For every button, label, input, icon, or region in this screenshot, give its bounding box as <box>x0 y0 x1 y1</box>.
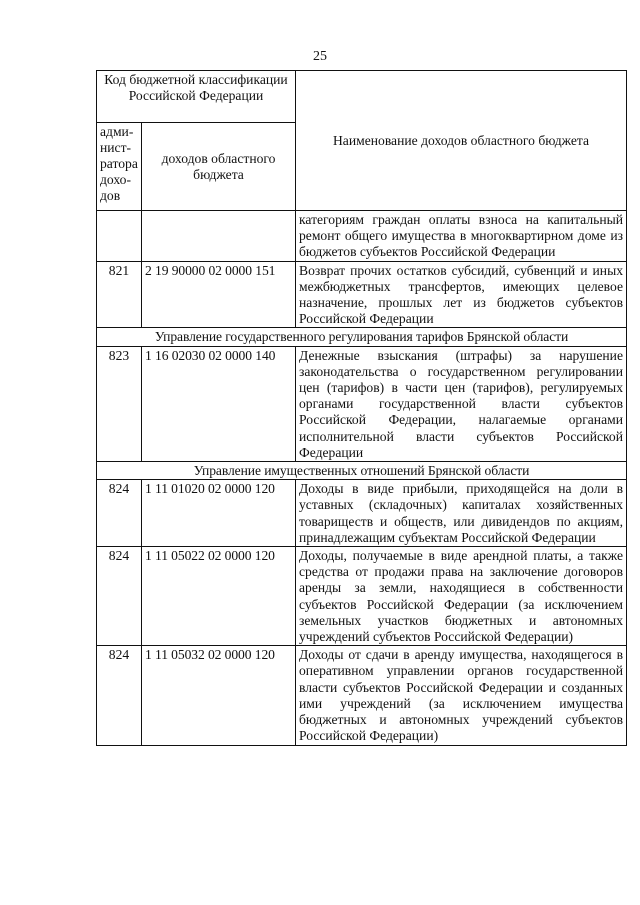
page-number: 25 <box>313 49 327 64</box>
table-row <box>97 211 627 262</box>
header-row-top <box>97 71 627 123</box>
admin-code-cell: 821 <box>97 261 142 328</box>
header-name: Наименование доходов областного бюджета <box>296 71 627 211</box>
admin-code-cell: 824 <box>97 646 142 745</box>
table-row <box>97 261 627 328</box>
budget-code-cell: 1 11 05032 02 0000 120 <box>142 646 296 745</box>
admin-code-cell: 823 <box>97 346 142 461</box>
header-code-group: Код бюджетной классификации Российской Федерации <box>97 71 296 123</box>
income-name-cell: Доходы, получаемые в виде арендной платы, а также средства от продажи права на заключение договоров аренды за земли, находящиеся в собственности субъектов Российской Федерации (за исключением земельных участков бюджетных и автономных учреждений субъектов Российской Федерации) <box>296 547 627 646</box>
section-title-tariffs: Управление государственного регулирования тарифов Брянской области <box>97 328 627 346</box>
table-row <box>97 346 627 461</box>
budget-code-cell: 2 19 90000 02 0000 151 <box>142 261 296 328</box>
table-row <box>97 646 627 745</box>
header-income: доходов областного бюджета <box>142 123 296 211</box>
income-name-cell: Доходы в виде прибыли, приходящейся на доли в уставных (складочных) капиталах хозяйственных товариществ и обществ, или дивидендов по акциям, принадлежащим субъектам Российской Федерации <box>296 480 627 547</box>
header-administrator: адми-нист-ратора дохо-дов <box>97 123 142 211</box>
income-name-cell: Денежные взыскания (штрафы) за нарушение законодательства о государственном регулировании цен (тарифов) в части цен (тарифов), регулируемых органами государственной власти субъектов Российской Федерации, налагаемые органами исполнительной власти субъектов Российской Федерации <box>296 346 627 461</box>
budget-code-cell: 1 11 01020 02 0000 120 <box>142 480 296 547</box>
budget-code-cell: 1 11 05022 02 0000 120 <box>142 547 296 646</box>
table-row <box>97 547 627 646</box>
section-title-property: Управление имущественных отношений Брянской области <box>97 462 627 480</box>
income-name-cell: категориям граждан оплаты взноса на капитальный ремонт общего имущества в многоквартирном доме из бюджетов субъектов Российской Федерации <box>296 211 627 262</box>
budget-classification-table <box>96 70 627 746</box>
table-row <box>97 480 627 547</box>
admin-code-cell: 824 <box>97 547 142 646</box>
admin-code-cell: 824 <box>97 480 142 547</box>
budget-code-cell <box>142 211 296 262</box>
section-header-row <box>97 328 627 346</box>
budget-code-cell: 1 16 02030 02 0000 140 <box>142 346 296 461</box>
section-header-row <box>97 462 627 480</box>
admin-code-cell <box>97 211 142 262</box>
income-name-cell: Доходы от сдачи в аренду имущества, находящегося в оперативном управлении органов государственной власти субъектов Российской Федерации и созданных ими учреждений (за исключением имущества бюджетных и автономных учреждений субъектов Российской Федерации) <box>296 646 627 745</box>
income-name-cell: Возврат прочих остатков субсидий, субвенций и иных межбюджетных трансфертов, имеющих целевое назначение, прошлых лет из бюджетов субъектов Российской Федерации <box>296 261 627 328</box>
